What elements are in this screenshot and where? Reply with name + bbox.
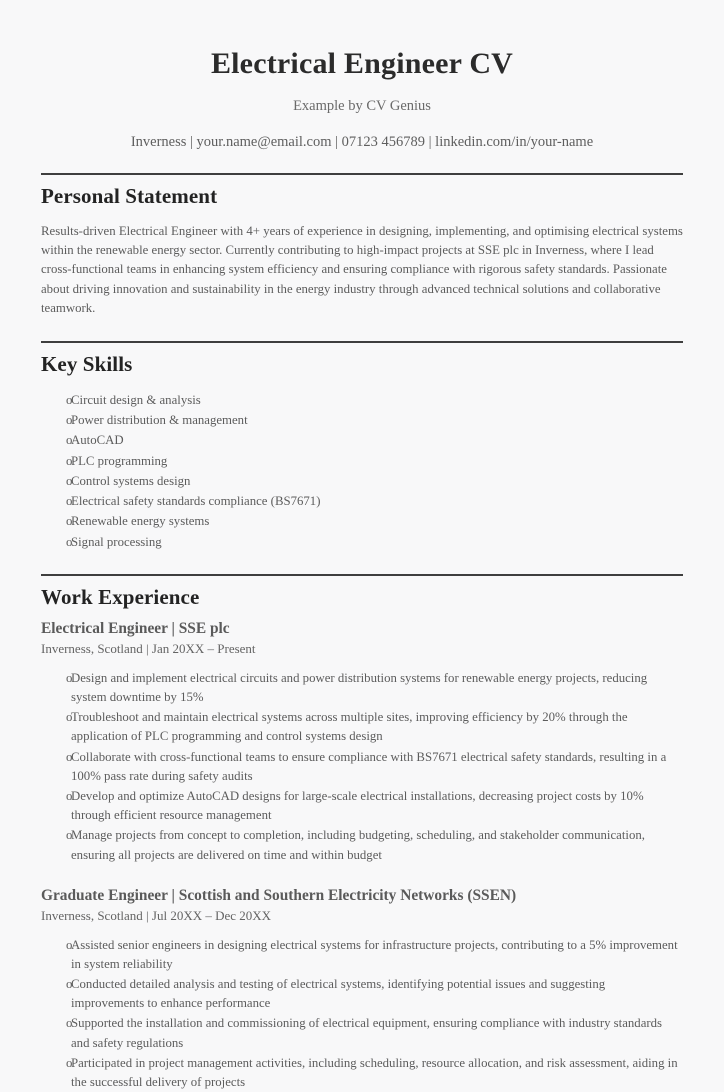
bullet-text: Power distribution & management: [71, 413, 248, 428]
bullet-text: Participated in project management activities, including scheduling, resource allocation, and risk assessment, aiding in the successful delivery of projects: [71, 1055, 678, 1089]
bullet-text: Troubleshoot and maintain electrical systems across multiple sites, improving efficiency by 20% through the application of PLC programming and control systems design: [71, 710, 628, 744]
bullet-text: Renewable energy systems: [71, 514, 210, 529]
bullet-marker-icon: o: [66, 453, 73, 468]
job-location-dates: Inverness, Scotland | Jul 20XX – Dec 20XX: [41, 907, 272, 923]
key-skill-item: [41, 532, 683, 552]
job-responsibility-item: [41, 1014, 683, 1052]
job-responsibility-item: [41, 708, 683, 746]
key-skill-item: [41, 491, 683, 511]
work-experience-entry: [41, 610, 683, 865]
work-experience-jobs: [41, 610, 683, 1092]
bullet-marker-icon: o: [66, 1055, 73, 1070]
page-title: Electrical Engineer CV: [210, 47, 514, 80]
job-responsibility-item: [41, 787, 683, 825]
job-responsibility-item: [41, 975, 683, 1013]
section-personal-statement: [41, 151, 683, 318]
section-heading-work-experience: Work Experience: [41, 584, 200, 609]
bullet-marker-icon: o: [66, 494, 73, 509]
bullet-marker-icon: o: [66, 534, 73, 549]
section-divider-wrap: [41, 151, 683, 175]
section-divider-wrap: [41, 319, 683, 343]
bullet-text: Assisted senior engineers in designing electrical systems for infrastructure projects, contributing to a 5% improvement in system reliability: [71, 937, 678, 971]
job-responsibilities-list: [41, 658, 683, 865]
personal-statement-body: Results-driven Electrical Engineer with 4+ years of experience in designing, implementing, and optimising electrical systems within the renewable energy sector. Currently contributing to high-impact projects at SSE plc in Inverness, where I lead cross-functional teams in enhancing system efficiency and ensuring compliance with rigorous safety standards. Passionate about driving innovation and sustainability in the energy industry through advanced technical solutions and collaborative teamwork.: [41, 223, 683, 316]
key-skill-item: [41, 471, 683, 491]
bullet-marker-icon: o: [66, 392, 73, 407]
bullet-marker-icon: o: [66, 413, 73, 428]
key-skills-list: [41, 377, 683, 552]
section-heading-key-skills: Key Skills: [41, 351, 133, 376]
job-responsibility-item: [41, 1054, 683, 1092]
job-title: Graduate Engineer | Scottish and Southern Electricity Networks (SSEN): [41, 886, 517, 904]
bullet-text: Conducted detailed analysis and testing of electrical systems, identifying potential issues and suggesting improvements to enhance performance: [71, 977, 606, 1011]
section-divider-wrap: [41, 552, 683, 576]
bullet-text: Signal processing: [71, 534, 162, 549]
bullet-marker-icon: o: [66, 433, 73, 448]
bullet-marker-icon: o: [66, 789, 73, 803]
bullet-marker-icon: o: [66, 749, 73, 764]
work-experience-entry: [41, 866, 683, 1092]
job-responsibility-item: [41, 748, 683, 786]
bullet-marker-icon: o: [66, 937, 73, 952]
bullet-marker-icon: o: [66, 473, 73, 488]
key-skill-item: [41, 430, 683, 450]
bullet-text: Design and implement electrical circuits and power distribution systems for renewable energy projects, reducing system downtime by 15%: [71, 670, 648, 705]
bullet-text: Manage projects from concept to completion, including budgeting, scheduling, and stakeholder communication, ensuring all projects are delivered on time and within budget: [71, 828, 645, 862]
bullet-marker-icon: o: [66, 977, 73, 992]
job-responsibility-item: [41, 669, 683, 707]
section-work-experience: [41, 552, 683, 1092]
bullet-marker-icon: o: [66, 710, 73, 725]
bullet-marker-icon: o: [66, 670, 73, 685]
key-skill-item: [41, 410, 683, 430]
bullet-marker-icon: o: [66, 514, 73, 529]
contact-line: Inverness | your.name@email.com | 07123 456789 | linkedin.com/in/your-name: [130, 133, 594, 150]
section-heading-personal-statement: Personal Statement: [41, 184, 218, 209]
key-skill-item: [41, 390, 683, 410]
job-responsibilities-list: [41, 925, 683, 1092]
bullet-marker-icon: o: [66, 1016, 73, 1031]
bullet-text: AutoCAD: [71, 433, 124, 448]
cv-subtitle: Example by CV Genius: [293, 97, 431, 114]
bullet-text: Circuit design & analysis: [71, 392, 201, 407]
section-key-skills: [41, 319, 683, 552]
key-skill-item: [41, 451, 683, 471]
bullet-text: Control systems design: [71, 473, 191, 488]
key-skill-item: [41, 511, 683, 531]
job-responsibility-item: [41, 936, 683, 974]
bullet-text: Develop and optimize AutoCAD designs for large-scale electrical installations, decreasing project costs by 10% through efficient resource management: [71, 789, 644, 823]
cv-header: [41, 0, 683, 151]
job-responsibility-item: [41, 826, 683, 864]
job-title: Electrical Engineer | SSE plc: [41, 619, 230, 637]
bullet-text: PLC programming: [71, 453, 168, 468]
bullet-text: Supported the installation and commissioning of electrical equipment, ensuring compliance with industry standards and safety regulations: [71, 1016, 663, 1050]
job-location-dates: Inverness, Scotland | Jan 20XX – Present: [41, 640, 256, 656]
bullet-marker-icon: o: [66, 828, 73, 843]
bullet-text: Electrical safety standards compliance (BS7671): [71, 494, 321, 509]
bullet-text: Collaborate with cross-functional teams to ensure compliance with BS7671 electrical safety standards, resulting in a 100% pass rate during safety audits: [71, 749, 667, 783]
